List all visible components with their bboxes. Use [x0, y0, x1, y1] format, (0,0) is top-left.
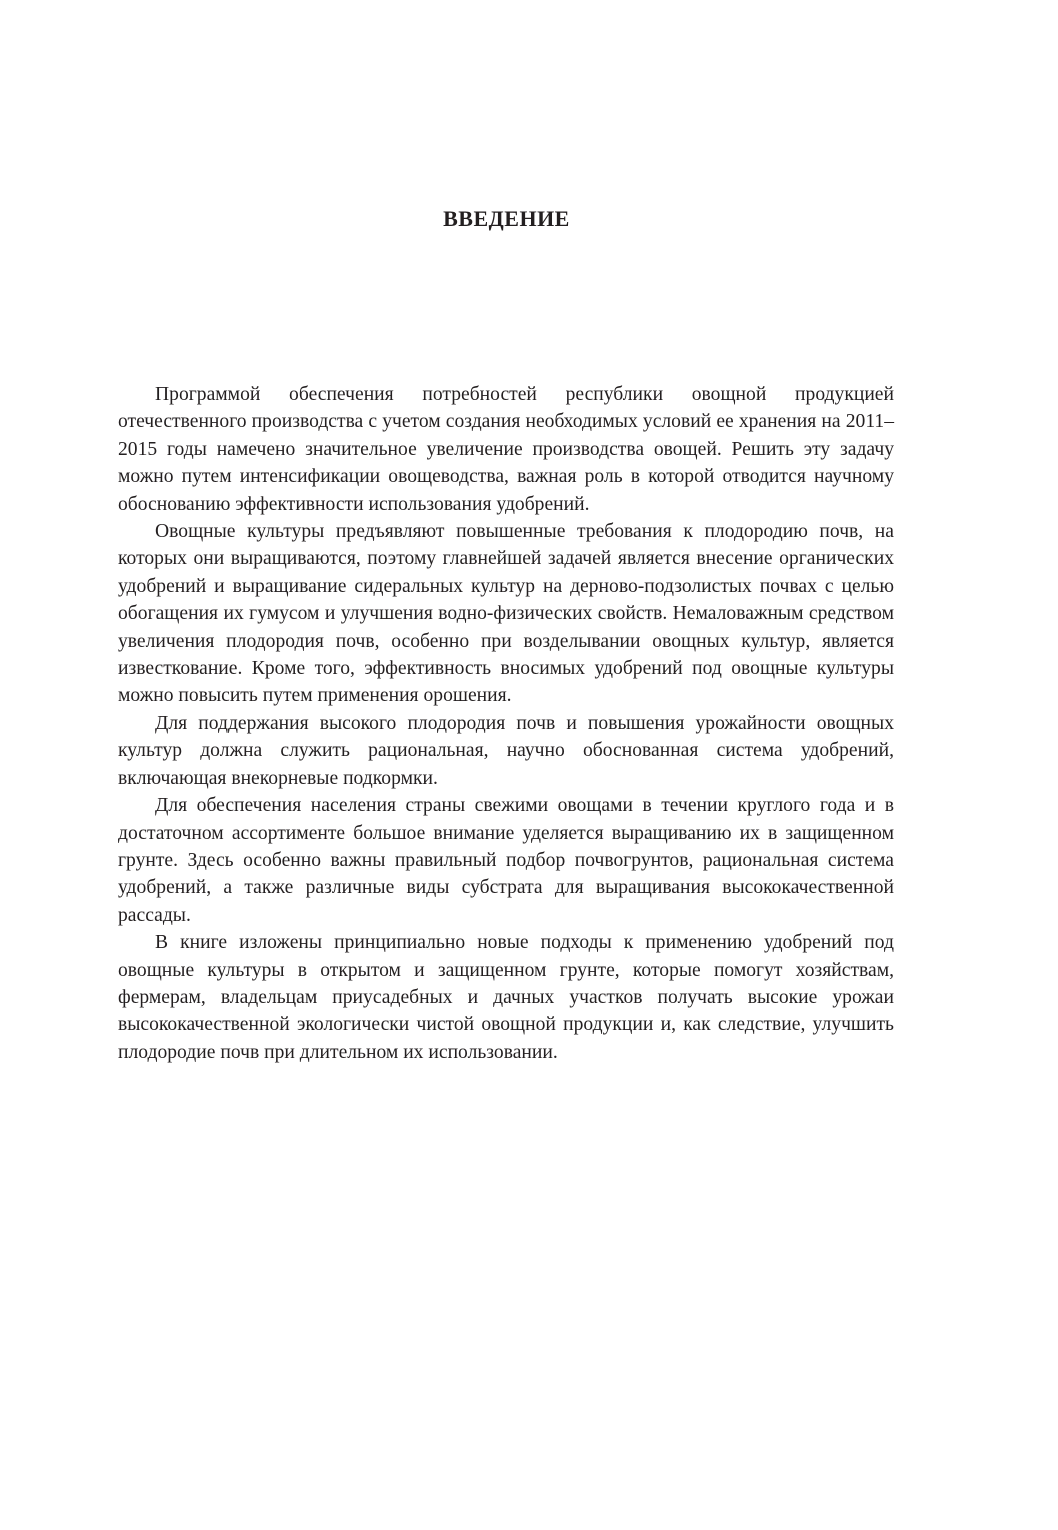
paragraph: Для обеспечения населения страны свежими овощами в течении круглого года и в достаточном ассортименте большое внимание уделяется выращиванию их в защищенном грунте. Здесь особенно важны правильный подбор почвогрунтов, рациональная система удобрений, а также различные виды субстрата для выращивания высококачественной рассады. — [118, 795, 894, 926]
paragraph: Овощные культуры предъявляют повышенные требования к плодородию почв, на которых они выращиваются, поэтому главнейшей задачей является внесение органических удобрений и выращивание сидеральных культур на дерново-подзолистых почвах с целью обогащения их гумусом и улучшения водно-физических свойств. Немаловажным средством увеличения плодородия почв, особенно при возделывании овощных культур, является известкование. Кроме того, эффективность вносимых удобрений под овощные культуры можно повысить путем применения орошения. — [118, 521, 894, 707]
paragraph: В книге изложены принципиально новые подходы к применению удобрений под овощные культуры в открытом и защищенном грунте, которые помогут хозяйствам, фермерам, владельцам приусадебных и дачных участков получать высокие урожаи высококачественной экологически чистой овощной продукции и, как следствие, улучшить плодородие почв при длительном их использовании. — [118, 932, 894, 1063]
page-title: ВВЕДЕНИЕ — [443, 206, 570, 231]
body-text — [118, 381, 894, 1066]
paragraph: Программой обеспечения потребностей республики овощной продукцией отечественного производства с учетом создания необходимых условий ее хранения на 2011–2015 годы намечено значительное увеличение производства овощей. Решить эту задачу можно путем интенсификации овощеводства, важная роль в которой отводится научному обоснованию эффективности использования удобрений. — [118, 384, 894, 515]
paragraph: Для поддержания высокого плодородия почв и повышения урожайности овощных культур должна служить рациональная, научно обоснованная система удобрений, включающая внекорневые подкормки. — [118, 712, 894, 789]
